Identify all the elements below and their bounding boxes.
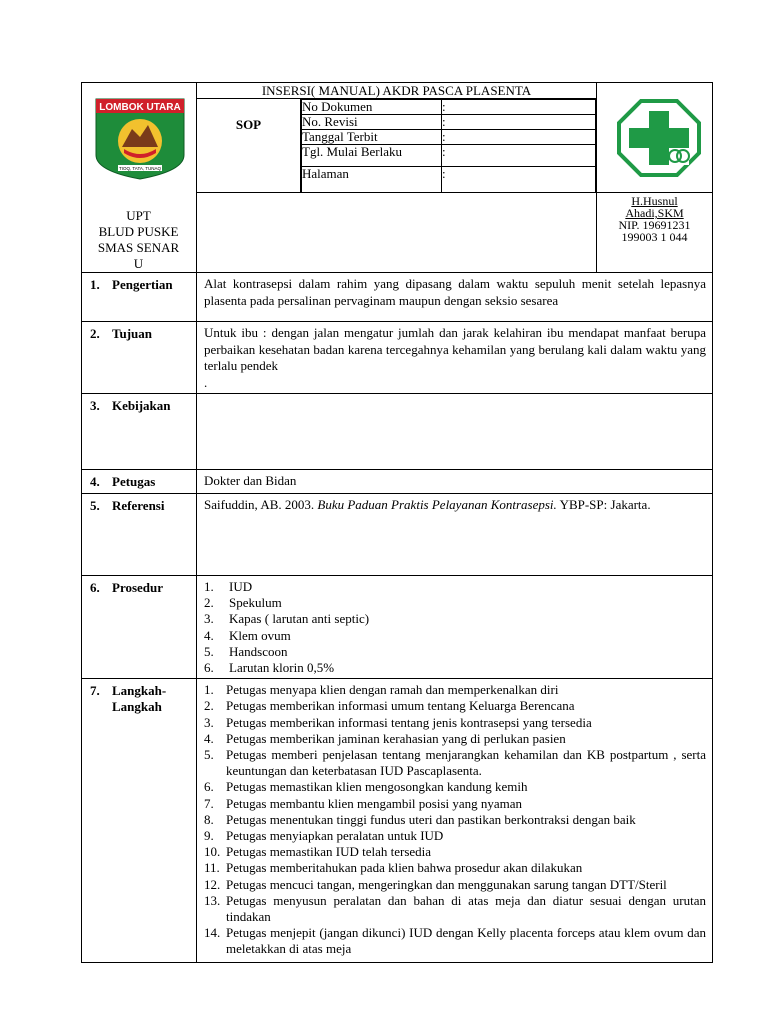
field-tgl-mulai: Tgl. Mulai Berlaku xyxy=(302,145,442,167)
list-item: 2. Petugas memberikan informasi umum tentang Keluarga Berencana xyxy=(204,698,575,714)
signer-name-1: H.Husnul xyxy=(631,194,678,208)
sop-label: SOP xyxy=(197,99,301,192)
tujuan-tail: . xyxy=(204,374,208,390)
text-kebijakan xyxy=(197,394,713,470)
doc-title: INSERSI( MANUAL) AKDR PASCA PLASENTA xyxy=(197,83,596,99)
puskesmas-cross-logo xyxy=(617,99,701,177)
text-pengertian: Alat kontrasepsi dalam rahim yang dipasang dalam waktu sepuluh menit setelah lepasnya plasenta pada persalinan pervaginam maupun dengan seksio sesarea xyxy=(197,273,713,322)
logo-right-cell xyxy=(597,83,713,193)
unit-name: UPT BLUD PUSKE SMAS SENAR U xyxy=(97,208,180,271)
langkah-list xyxy=(204,682,706,957)
signer-cell xyxy=(597,193,713,273)
text-tujuan: Untuk ibu : dengan jalan mengatur jumlah dan jarak kelahiran ibu mendapat manfaat berupa perbaikan kesehatan badan karena tercegahnya kehamilan yang berulang kali dalam waktu yang terlalu pendek . xyxy=(197,322,713,394)
signer-name-2: Ahadi,SKM xyxy=(625,206,684,220)
list-item: 1. Petugas menyapa klien dengan ramah dan memperkenalkan diri xyxy=(204,682,559,698)
label-kebijakan: 3. Kebijakan xyxy=(82,394,197,470)
list-item: 5. Handscoon xyxy=(204,643,288,659)
list-item: 3. Petugas memberikan informasi tentang jenis kontrasepsi yang tersedia xyxy=(204,714,592,730)
lombok-utara-logo xyxy=(92,95,188,181)
text-referensi: Saifuddin, AB. 2003. Buku Paduan Praktis Pelayanan Kontrasepsi. YBP-SP: Jakarta. xyxy=(197,494,713,576)
label-prosedur: 6. Prosedur xyxy=(82,576,197,679)
langkah-list-cell xyxy=(197,679,713,962)
list-item: 4. Klem ovum xyxy=(204,627,291,643)
list-item: 2. Spekulum xyxy=(204,595,282,611)
list-item: 5. Petugas memberi penjelasan tentang menjarangkan kehamilan dan KB postpartum , serta keuntungan dan keterbatasan IUD Pascaplasenta. xyxy=(204,747,706,779)
label-langkah: 7. Langkah- Langkah xyxy=(82,679,197,962)
logo-left-motto: TIOQ, TATA, TUNAQ xyxy=(118,166,162,171)
list-item: 8. Petugas menentukan tinggi fundus uteri dan pastikan berkontraksi dengan baik xyxy=(204,811,636,827)
signer-nip-1: NIP. 19691231 xyxy=(618,218,691,232)
list-item: 4. Petugas memberikan jaminan kerahasian yang di perlukan pasien xyxy=(204,730,566,746)
empty-cell xyxy=(197,193,597,273)
list-item: 14. Petugas menjepit (jangan dikunci) IUD dengan Kelly placenta forceps atau klem ovum dan meletakkan di atas meja xyxy=(204,925,706,957)
list-item: 9. Petugas menyiapkan peralatan untuk IUD xyxy=(204,828,444,844)
prosedur-list xyxy=(204,579,706,676)
field-tanggal-terbit: Tanggal Terbit xyxy=(302,130,442,145)
text-petugas: Dokter dan Bidan xyxy=(197,470,713,494)
label-referensi: 5. Referensi xyxy=(82,494,197,576)
label-pengertian: 1. Pengertian xyxy=(82,273,197,322)
list-item: 12. Petugas mencuci tangan, mengeringkan dan menggunakan sarung tangan DTT/Steril xyxy=(204,876,667,892)
title-area xyxy=(197,83,597,193)
prosedur-list-cell xyxy=(197,576,713,679)
list-item: 13. Petugas menyusun peralatan dan bahan di atas meja dan diatur sesuai dengan urutan tindakan xyxy=(204,892,706,925)
label-petugas: 4. Petugas xyxy=(82,470,197,494)
sop-document xyxy=(81,82,712,957)
field-no-dokumen: No Dokumen xyxy=(302,100,442,115)
signer-nip-2: 199003 1 044 xyxy=(621,230,688,244)
list-item: 6. Petugas memastikan klien mengosongkan kandung kemih xyxy=(204,779,528,795)
list-item: 10. Petugas memastikan IUD telah tersedia xyxy=(204,844,432,860)
logo-left-text: LOMBOK UTARA xyxy=(99,102,181,113)
field-no-revisi: No. Revisi xyxy=(302,115,442,130)
list-item: 3. Kapas ( larutan anti septic) xyxy=(204,611,370,627)
list-item: 1. IUD xyxy=(204,579,253,594)
label-tujuan: 2. Tujuan xyxy=(82,322,197,394)
field-halaman: Halaman xyxy=(302,167,442,193)
list-item: 7. Petugas membantu klien mengambil posisi yang nyaman xyxy=(204,795,523,811)
list-item: 6. Larutan klorin 0,5% xyxy=(204,660,335,676)
doc-fields: No Dokumen : No. Revisi : Tanggal Terbit : Tgl. Mulai Berlaku : Halaman : xyxy=(301,99,596,192)
list-item: 11. Petugas memberitahukan pada klien bahwa prosedur akan dilakukan xyxy=(204,860,583,876)
